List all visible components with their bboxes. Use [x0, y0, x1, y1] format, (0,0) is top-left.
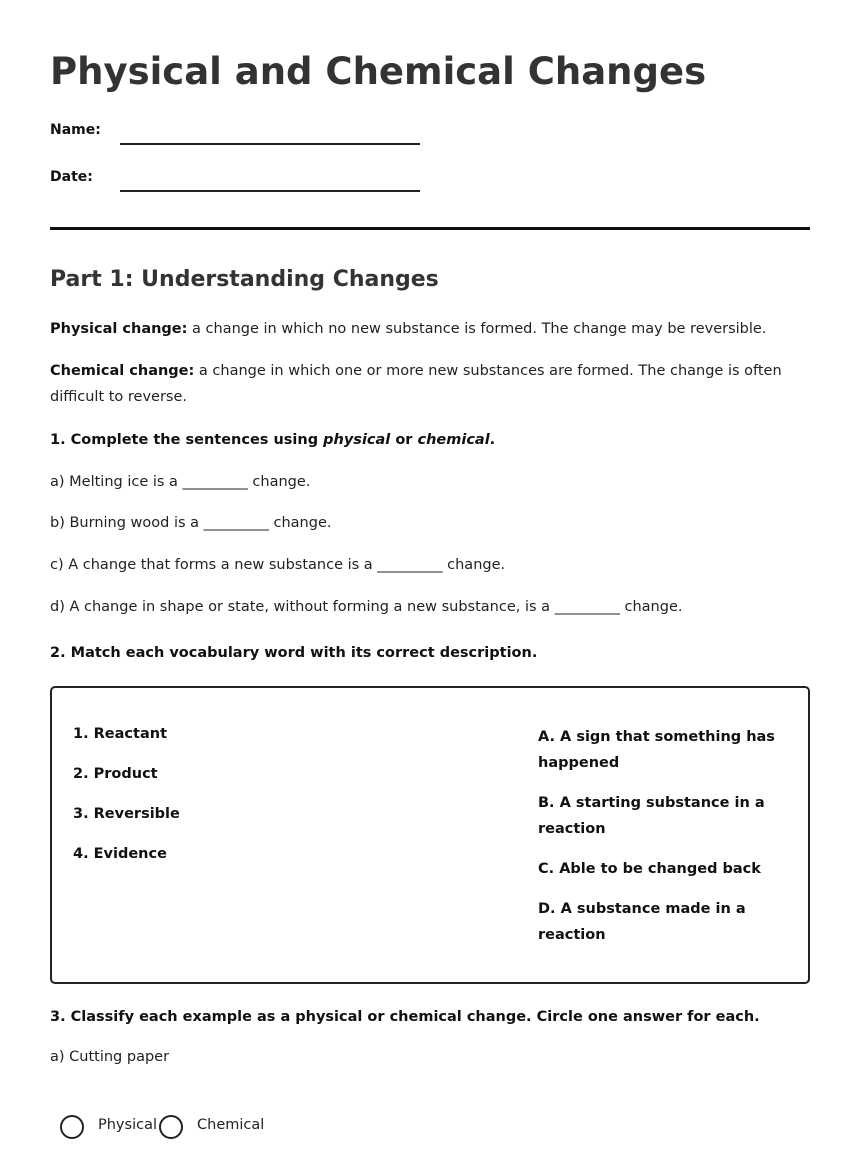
name-input-line[interactable]	[120, 143, 420, 145]
match-description: B. A starting substance in a reaction	[538, 795, 765, 837]
match-description: D. A substance made in a reaction	[538, 901, 746, 943]
q1-word-chemical: chemical	[417, 432, 490, 448]
q1-item-a: a) Melting ice is a _________ change.	[50, 474, 311, 490]
terms-column	[73, 724, 473, 884]
header-divider	[50, 227, 810, 230]
question-3-prompt: 3. Classify each example as a physical or chemical change. Circle one answer for each.	[50, 1009, 760, 1025]
question-2-prompt: 2. Match each vocabulary word with its correct description.	[50, 645, 538, 661]
q1-suffix: .	[489, 432, 496, 448]
physical-definition	[50, 316, 810, 342]
part1-heading: Part 1: Understanding Changes	[50, 267, 439, 292]
descriptions-column	[538, 724, 783, 962]
match-description: C. Able to be changed back	[538, 861, 761, 877]
q1-item-c: c) A change that forms a new substance is a _________ change.	[50, 557, 506, 573]
matching-box	[50, 686, 810, 984]
match-term: 4. Evidence	[73, 846, 167, 862]
question-1-prompt	[50, 432, 810, 448]
q1-item-d: d) A change in shape or state, without forming a new substance, is a _________ change.	[50, 599, 683, 615]
chemical-radio[interactable]	[159, 1115, 183, 1139]
chemical-definition	[50, 358, 810, 410]
q1-word-physical: physical	[323, 432, 391, 448]
chemical-option-label[interactable]: Chemical	[197, 1117, 265, 1133]
physical-def-text: a change in which no new substance is formed. The change may be reversible.	[187, 321, 767, 337]
match-term: 3. Reversible	[73, 806, 180, 822]
match-description: A. A sign that something has happened	[538, 729, 775, 771]
date-input-line[interactable]	[120, 190, 420, 192]
match-term: 1. Reactant	[73, 726, 167, 742]
chemical-term: Chemical change:	[50, 363, 195, 379]
chemical-def-text: a change in which one or more new substances are formed. The change is often difficult to reverse.	[50, 363, 782, 405]
date-label: Date:	[50, 169, 93, 185]
q1-item-b: b) Burning wood is a _________ change.	[50, 515, 332, 531]
q3-example-a: a) Cutting paper	[50, 1049, 170, 1065]
physical-term: Physical change:	[50, 321, 188, 337]
page-title: Physical and Chemical Changes	[50, 50, 707, 93]
physical-option-label[interactable]: Physical	[98, 1117, 157, 1133]
q1-middle: or	[390, 432, 418, 448]
match-term: 2. Product	[73, 766, 158, 782]
q1-prefix: 1. Complete the sentences using	[50, 432, 324, 448]
name-label: Name:	[50, 122, 101, 138]
physical-radio[interactable]	[60, 1115, 84, 1139]
